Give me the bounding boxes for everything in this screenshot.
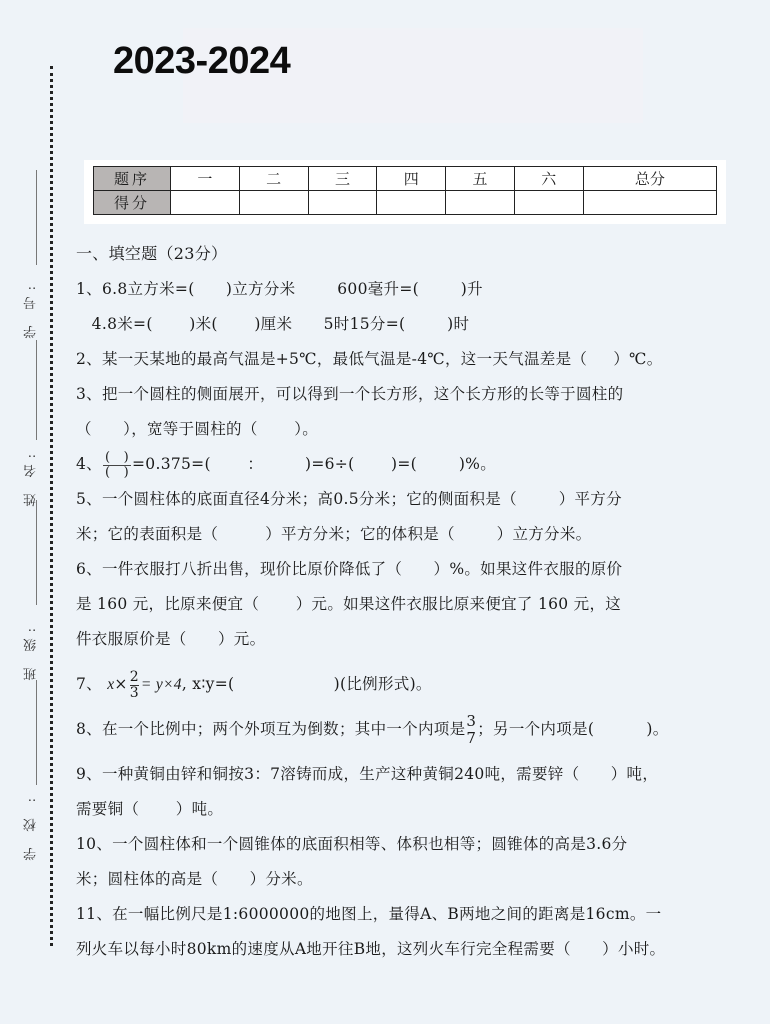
score-cell-6[interactable] [514,191,583,215]
column-4: 四 [377,167,446,191]
question-2: 2、某一天某地的最高气温是+5℃，最低气温是-4℃，这一天气温差是（ ）℃。 [76,350,663,368]
fraction-denominator: 3 [129,684,139,701]
question-11-line-1: 11、在一幅比例尺是1:6000000的地图上，量得A、B两地之间的距离是16cm。一 [76,905,662,923]
class-label: 班 级: [24,622,39,681]
question-9-line-2: 需要铜（ ）吨。 [76,800,224,818]
score-cell-1[interactable] [171,191,240,215]
question-6-line-3: 件衣服原价是（ ）元。 [76,630,266,648]
school-underline [36,680,37,785]
question-5-line-1: 5、一个圆柱体的底面直径4分米；高0.5分米；它的侧面积是（ ）平方分 [76,490,622,508]
fill-in-blank-section [76,236,756,967]
student-id-label: 学 号: [24,280,39,339]
column-3: 三 [308,167,377,191]
column-2: 二 [239,167,308,191]
question-6-line-1: 6、一件衣服打八折出售，现价比原价降低了（ ）%。如果这件衣服的原价 [76,560,623,578]
score-cell-5[interactable] [446,191,515,215]
question-10-line-2: 米；圆柱体的高是（ ）分米。 [76,870,313,888]
times-symbol: × [114,675,128,693]
class-underline [36,500,37,605]
name-underline [36,340,37,440]
question-1-line-2: 4.8米=( )米( )厘米 5时15分=( )时 [76,315,470,333]
name-label: 姓 名: [24,448,39,507]
question-8-rest: ；另一个内项是( )。 [477,720,669,738]
exam-year-title: 2023-2024 [113,40,291,82]
question-4 [76,447,756,482]
question-4-rest: =0.375=( ： )=6÷( )=( )%。 [132,455,497,473]
question-3-line-2: （ ），宽等于圆柱的（ ）。 [76,420,319,438]
question-7-rest: , x∶y=( )(比例形式)。 [181,675,432,693]
fraction-denominator: 7 [466,729,477,747]
question-8-prefix: 8、在一个比例中；两个外项互为倒数；其中一个内项是 [76,720,466,738]
score-cell-total[interactable] [583,191,716,215]
fraction-denominator: ( ) [104,464,130,480]
question-7-equation: = y×4 [140,676,182,693]
question-4-fraction [103,451,131,480]
score-cell-3[interactable] [308,191,377,215]
question-8-fraction [466,713,476,747]
section-title: 一、填空题（23分） [76,244,228,263]
question-7-prefix: 7、 [76,675,108,693]
student-id-underline [36,170,37,265]
question-order-label: 题序 [94,167,171,191]
score-cell-2[interactable] [239,191,308,215]
question-9-line-1: 9、一种黄铜由锌和铜按3：7溶铸而成，生产这种黄铜240吨，需要锌（ ）吨， [76,765,659,783]
variable-x: x [107,676,115,693]
score-cell-4[interactable] [377,191,446,215]
school-label: 学 校 : [24,792,39,861]
binding-dotted-line [50,66,53,946]
question-8 [76,712,756,747]
question-11-line-2: 列火车以每小时80km的速度从A地开往B地，这列火车行完全程需要（ ）小时。 [76,940,666,958]
score-table-header-row [94,167,717,191]
column-1: 一 [171,167,240,191]
question-7 [76,667,756,702]
question-7-fraction [130,670,139,701]
question-5-line-2: 米；它的表面积是（ ）平方分米；它的体积是（ ）立方分米。 [76,525,592,543]
question-1-line-1: 1、6.8立方米=( )立方分米 600毫升=( )升 [76,280,483,298]
score-table-score-row [94,191,717,215]
column-total: 总分 [583,167,716,191]
column-6: 六 [514,167,583,191]
column-5: 五 [446,167,515,191]
fraction-numerator: 3 [466,712,477,730]
question-4-prefix: 4、 [76,455,102,473]
question-10-line-1: 10、一个圆柱体和一个圆锥体的底面积相等、体积也相等；圆锥体的高是3.6分 [76,835,628,853]
score-table [93,166,717,215]
question-3-line-1: 3、把一个圆柱的侧面展开，可以得到一个长方形，这个长方形的长等于圆柱的 [76,385,624,403]
fraction-numerator: 2 [129,668,139,685]
fraction-numerator: ( ) [104,449,130,465]
score-label: 得分 [94,191,171,215]
question-6-line-2: 是 160 元，比原来便宜（ ）元。如果这件衣服比原来便宜了 160 元，这 [76,595,622,613]
